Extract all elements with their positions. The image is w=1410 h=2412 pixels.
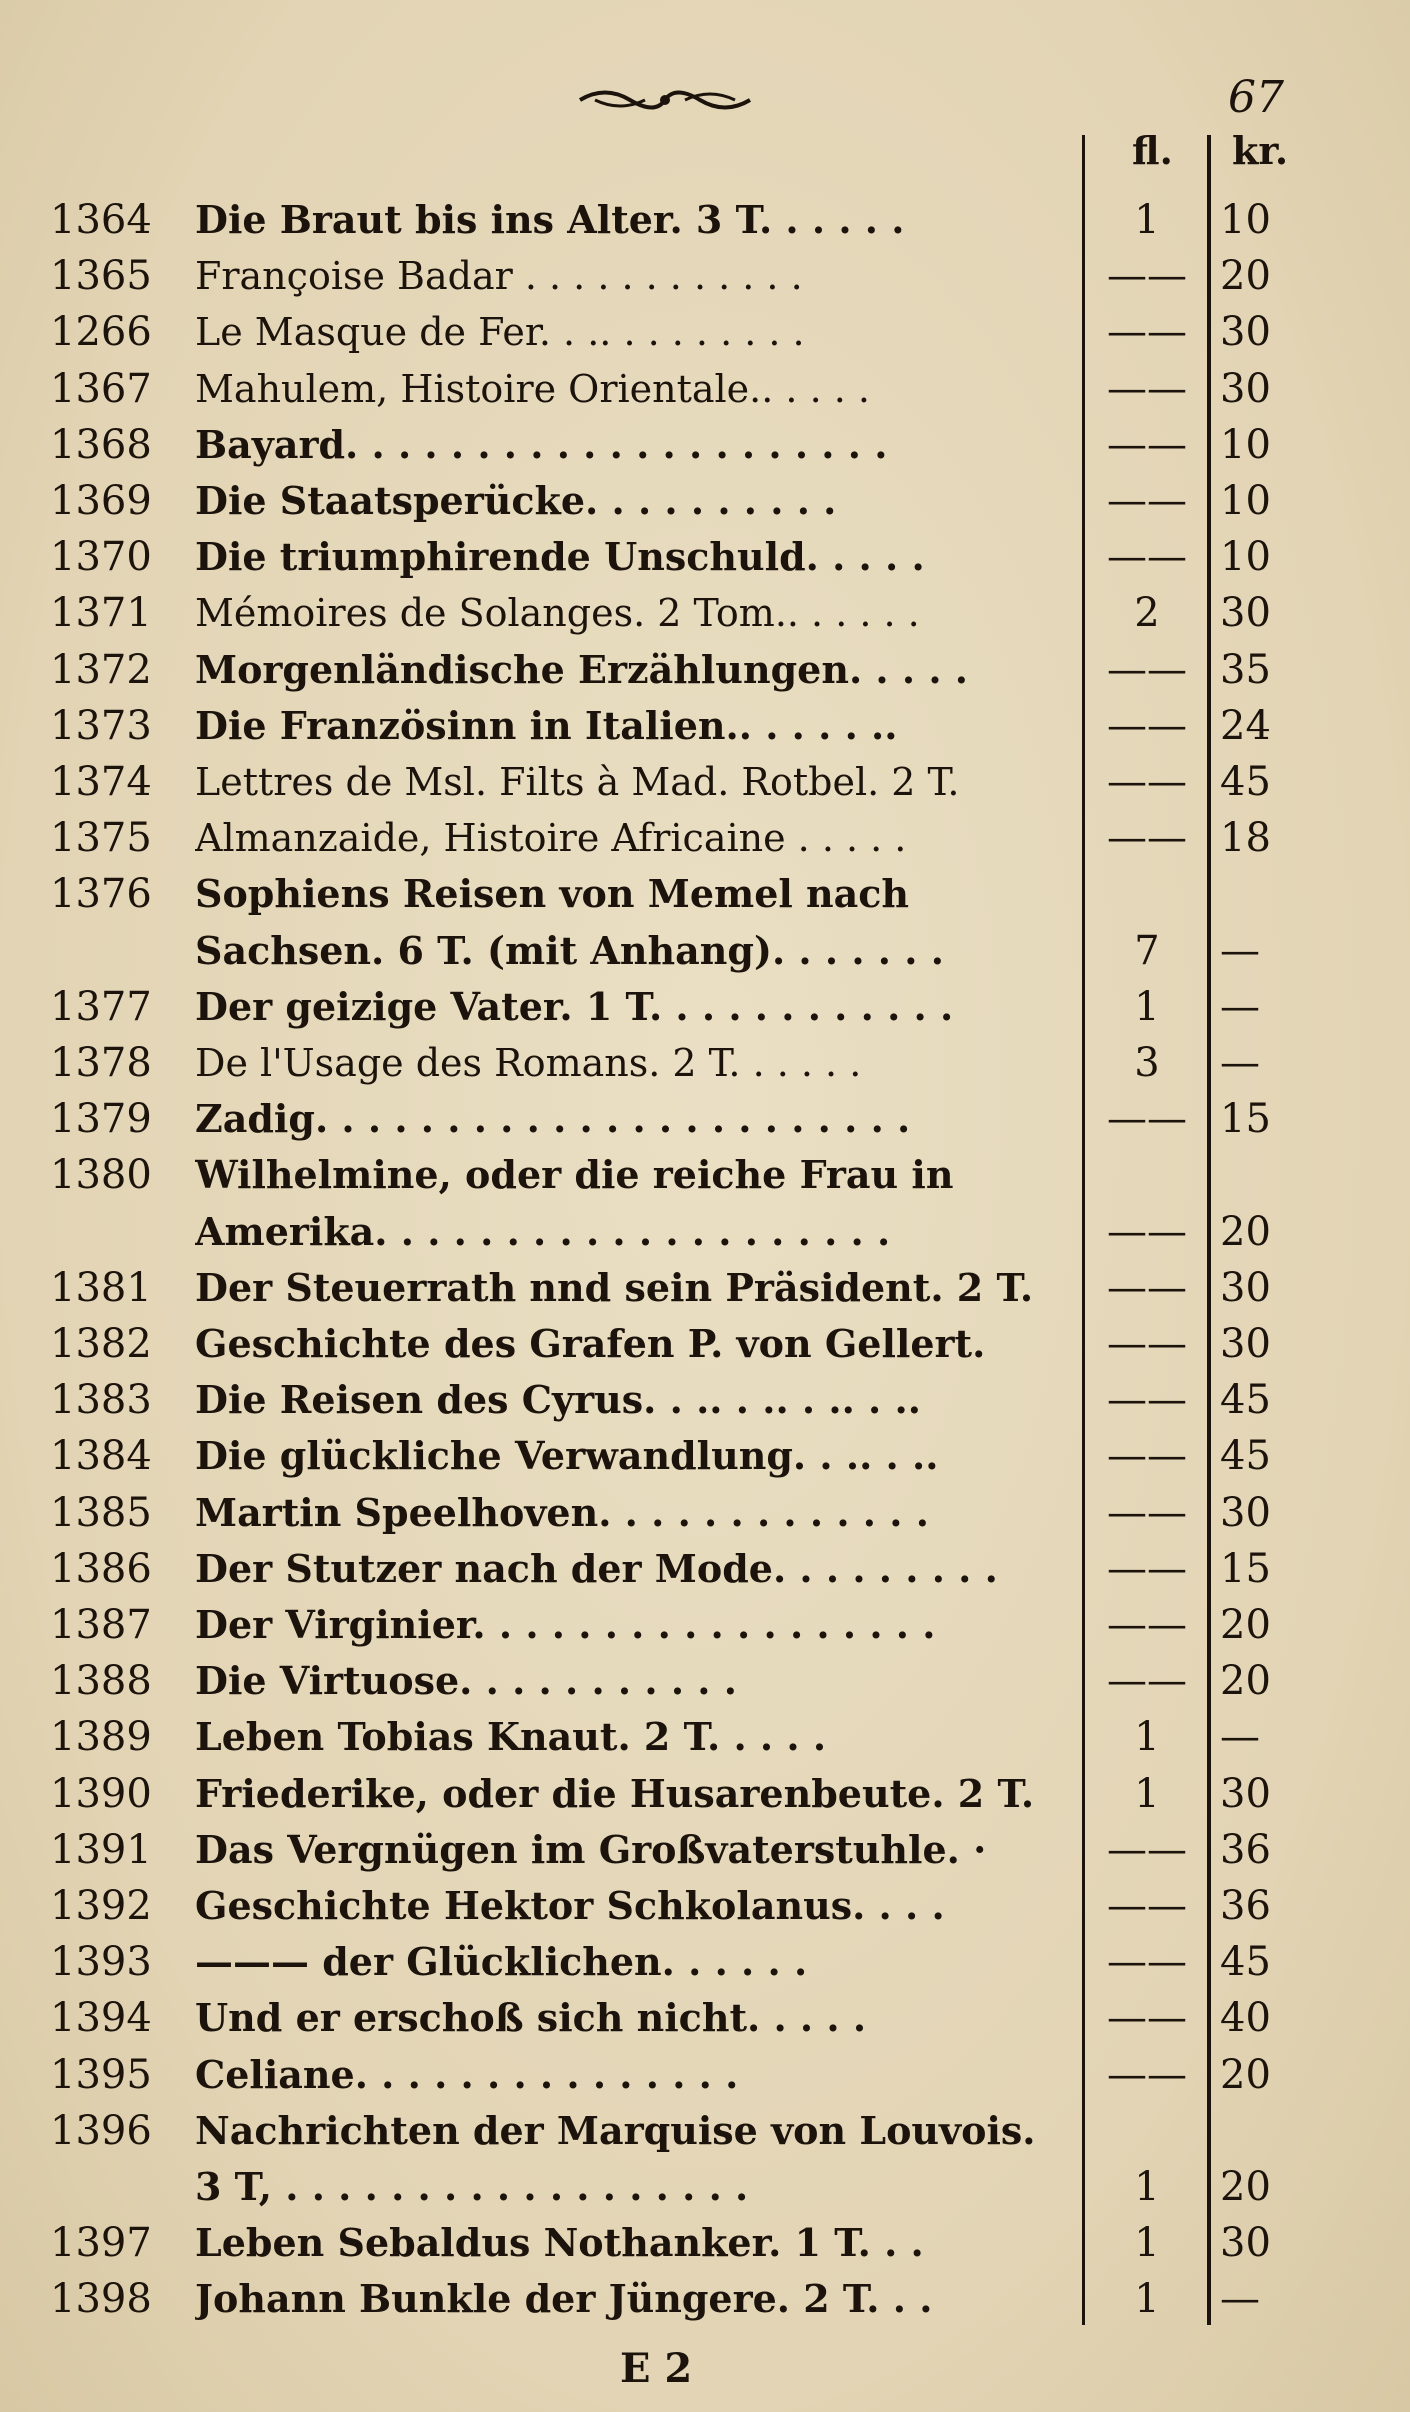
price-fl: —— <box>1107 1096 1187 1143</box>
entry-title: Der geizige Vater. 1 T. . . . . . . . . . . . <box>195 983 954 1029</box>
price-kr: 20 <box>1220 1658 1271 1705</box>
list-item <box>0 1204 1410 1260</box>
ornament-icon <box>575 80 755 120</box>
entry-number: 1382 <box>50 1321 152 1367</box>
page-number: 67 <box>1228 72 1284 123</box>
entry-title: Mahulem, Histoire Orientale.. . . . . <box>195 366 870 411</box>
entry-title: Bayard. . . . . . . . . . . . . . . . . . . . . <box>195 421 888 467</box>
printer-signature: E 2 <box>620 2345 693 2392</box>
entry-title: Lettres de Msl. Filts à Mad. Rotbel. 2 T. <box>195 760 960 804</box>
entry-title: Leben Sebaldus Nothanker. 1 T. . . <box>195 2220 924 2266</box>
price-fl: —— <box>1107 1658 1187 1705</box>
entry-title: Der Stutzer nach der Mode. . . . . . . . . <box>195 1545 998 1591</box>
list-item <box>0 585 1410 641</box>
price-kr: 45 <box>1220 759 1271 805</box>
list-item <box>0 1878 1410 1934</box>
price-kr: 40 <box>1220 1995 1271 2042</box>
entry-number: 1372 <box>50 646 152 693</box>
entry-number: 1393 <box>50 1939 152 1986</box>
entry-number: 1383 <box>50 1377 152 1424</box>
price-kr: 10 <box>1220 197 1271 243</box>
entry-number: 1365 <box>50 253 152 300</box>
price-fl: —— <box>1107 2051 1187 2098</box>
price-fl: 3 <box>1134 1040 1160 1086</box>
price-kr: 36 <box>1220 1883 1271 1929</box>
list-item <box>0 1316 1410 1372</box>
entry-title: Die Französinn in Italien.. . . . . .. <box>195 702 898 748</box>
price-fl: —— <box>1107 534 1187 581</box>
entry-number: 1396 <box>50 2107 152 2154</box>
list-item <box>0 2215 1410 2271</box>
entry-title: Johann Bunkle der Jüngere. 2 T. . . <box>195 2276 933 2322</box>
list-item <box>0 1260 1410 1316</box>
list-item <box>0 529 1410 585</box>
entry-number: 1394 <box>50 1995 152 2042</box>
entry-title: Celiane. . . . . . . . . . . . . . . <box>195 2051 739 2097</box>
list-item <box>0 248 1410 304</box>
price-kr: 15 <box>1220 1545 1271 1592</box>
entry-number: 1266 <box>50 309 152 356</box>
list-item <box>0 304 1410 360</box>
list-item <box>0 1934 1410 1990</box>
list-item <box>0 1709 1410 1765</box>
price-fl: —— <box>1107 1321 1187 1367</box>
entry-title: Die glückliche Verwandlung. . .. . .. <box>195 1433 939 1479</box>
entry-title: Das Vergnügen im Großvaterstuhle. · <box>195 1826 987 1872</box>
entry-number: 1397 <box>50 2220 152 2267</box>
entry-number: 1384 <box>50 1433 152 1480</box>
list-item <box>0 1597 1410 1653</box>
entry-number: 1375 <box>50 815 152 862</box>
price-fl: —— <box>1107 759 1187 805</box>
price-fl: 1 <box>1134 2220 1160 2267</box>
list-item <box>0 1372 1410 1428</box>
entry-title: Amerika. . . . . . . . . . . . . . . . . . . . <box>195 1208 891 1254</box>
entry-number: 1369 <box>50 478 152 524</box>
price-fl: —— <box>1107 365 1187 412</box>
price-kr: 45 <box>1220 1377 1271 1424</box>
price-fl: —— <box>1107 309 1187 356</box>
list-item <box>0 698 1410 754</box>
price-kr: 30 <box>1220 590 1271 637</box>
entry-title: Leben Tobias Knaut. 2 T. . . . . <box>195 1714 827 1760</box>
list-item <box>0 2271 1410 2327</box>
price-fl: —— <box>1107 1433 1187 1480</box>
price-kr: — <box>1220 1040 1260 1086</box>
entry-title: Die Staatsperücke. . . . . . . . . . <box>195 478 837 523</box>
price-kr: 36 <box>1220 1826 1271 1873</box>
entry-title: Geschichte des Grafen P. von Gellert. <box>195 1321 986 1366</box>
list-item <box>0 192 1410 248</box>
price-kr: 35 <box>1220 646 1271 693</box>
entry-title: Nachrichten der Marquise von Louvois. <box>195 2107 1036 2153</box>
entry-number: 1371 <box>50 590 152 637</box>
price-kr: 10 <box>1220 534 1271 581</box>
entry-title: Almanzaide, Histoire Africaine . . . . . <box>195 816 907 861</box>
price-kr: 30 <box>1220 1321 1271 1367</box>
entry-title: Der Steuerrath nnd sein Präsident. 2 T. <box>195 1264 1034 1310</box>
price-kr: 20 <box>1220 253 1271 300</box>
price-fl: —— <box>1107 1545 1187 1592</box>
list-item <box>0 1822 1410 1878</box>
entry-title: Geschichte Hektor Schkolanus. . . . <box>195 1883 945 1928</box>
entry-title: De l'Usage des Romans. 2 T. . . . . . <box>195 1041 862 1085</box>
price-fl: 1 <box>1134 2276 1160 2323</box>
list-item <box>0 866 1410 922</box>
entry-number: 1370 <box>50 534 152 581</box>
entry-number: 1379 <box>50 1096 152 1143</box>
list-item <box>0 1091 1410 1147</box>
price-kr: 30 <box>1220 1264 1271 1311</box>
entry-number: 1381 <box>50 1264 152 1311</box>
entry-number: 1395 <box>50 2051 152 2098</box>
price-fl: —— <box>1107 1489 1187 1536</box>
list-item <box>0 2159 1410 2215</box>
price-kr: 15 <box>1220 1096 1271 1143</box>
price-fl: —— <box>1107 646 1187 693</box>
price-kr: 20 <box>1220 2164 1271 2210</box>
entry-number: 1364 <box>50 197 152 243</box>
price-kr: 10 <box>1220 478 1271 524</box>
list-item <box>0 1147 1410 1203</box>
price-kr: 20 <box>1220 1602 1271 1648</box>
price-kr: 20 <box>1220 2051 1271 2098</box>
price-fl: 1 <box>1134 983 1160 1030</box>
price-fl: —— <box>1107 1208 1187 1255</box>
list-item <box>0 1485 1410 1541</box>
list-item <box>0 1541 1410 1597</box>
entry-title: Und er erschoß sich nicht. . . . . <box>195 1995 867 2041</box>
entry-number: 1380 <box>50 1152 152 1199</box>
entry-title: Friederike, oder die Husarenbeute. 2 T. <box>195 1770 1035 1816</box>
price-fl: —— <box>1107 815 1187 862</box>
price-fl: —— <box>1107 1377 1187 1424</box>
price-fl: —— <box>1107 253 1187 300</box>
entry-title: Die Virtuose. . . . . . . . . . . <box>195 1658 737 1704</box>
price-kr: 20 <box>1220 1208 1271 1255</box>
entry-number: 1388 <box>50 1658 152 1705</box>
price-fl: —— <box>1107 702 1187 749</box>
list-item <box>0 361 1410 417</box>
entry-title: Morgenländische Erzählungen. . . . . <box>195 646 969 692</box>
price-kr: 30 <box>1220 365 1271 412</box>
price-fl: —— <box>1107 1264 1187 1311</box>
entry-title: Der Virginier. . . . . . . . . . . . . . . . . . <box>195 1602 936 1647</box>
entry-number: 1398 <box>50 2276 152 2323</box>
entry-title: Zadig. . . . . . . . . . . . . . . . . . . . . . . <box>195 1096 911 1142</box>
price-kr: 30 <box>1220 2220 1271 2267</box>
list-item <box>0 417 1410 473</box>
entry-number: 1376 <box>50 871 152 918</box>
entry-title: Wilhelmine, oder die reiche Frau in <box>195 1152 954 1198</box>
entry-title: Sachsen. 6 T. (mit Anhang). . . . . . . <box>195 927 944 973</box>
entry-number: 1378 <box>50 1040 152 1086</box>
price-kr: 30 <box>1220 1489 1271 1536</box>
entry-title: Le Masque de Fer. . .. . . . . . . . . <box>195 310 805 355</box>
list-item <box>0 642 1410 698</box>
entry-title: Die triumphirende Unschuld. . . . . <box>195 534 925 580</box>
entry-title: 3 T, . . . . . . . . . . . . . . . . . . <box>195 2164 749 2209</box>
price-fl: 1 <box>1134 197 1160 243</box>
column-header-fl: fl. <box>1132 128 1173 173</box>
list-item <box>0 1990 1410 2046</box>
price-fl: —— <box>1107 1826 1187 1873</box>
price-kr: 30 <box>1220 309 1271 356</box>
list-item <box>0 473 1410 529</box>
price-fl: 1 <box>1134 1714 1160 1761</box>
entry-number: 1385 <box>50 1489 152 1536</box>
column-header-kr: kr. <box>1232 128 1289 173</box>
price-fl: 2 <box>1134 590 1160 637</box>
price-kr: 10 <box>1220 421 1271 468</box>
price-kr: 45 <box>1220 1939 1271 1986</box>
list-item <box>0 2047 1410 2103</box>
price-kr: — <box>1220 983 1260 1030</box>
entry-title: Martin Speelhoven. . . . . . . . . . . . . <box>195 1489 929 1535</box>
price-fl: 7 <box>1134 927 1160 974</box>
price-fl: —— <box>1107 478 1187 524</box>
entry-number: 1390 <box>50 1770 152 1817</box>
price-kr: — <box>1220 927 1260 974</box>
list-item <box>0 1428 1410 1484</box>
price-kr: — <box>1220 2276 1260 2323</box>
entry-number: 1377 <box>50 983 152 1030</box>
price-fl: —— <box>1107 421 1187 468</box>
list-item <box>0 2103 1410 2159</box>
entry-number: 1391 <box>50 1826 152 1873</box>
list-item <box>0 1653 1410 1709</box>
price-fl: —— <box>1107 1995 1187 2042</box>
entry-number: 1374 <box>50 759 152 805</box>
price-fl: —— <box>1107 1602 1187 1648</box>
price-kr: 18 <box>1220 815 1271 862</box>
entry-number: 1389 <box>50 1714 152 1761</box>
price-fl: —— <box>1107 1883 1187 1929</box>
price-fl: 1 <box>1134 2164 1160 2210</box>
entry-number: 1373 <box>50 702 152 749</box>
price-kr: 24 <box>1220 702 1271 749</box>
list-item <box>0 1766 1410 1822</box>
entry-number: 1387 <box>50 1602 152 1648</box>
price-fl: 1 <box>1134 1770 1160 1817</box>
entry-number: 1392 <box>50 1883 152 1929</box>
entry-title: Sophiens Reisen von Memel nach <box>195 871 910 917</box>
list-item <box>0 923 1410 979</box>
list-item <box>0 754 1410 810</box>
list-item <box>0 810 1410 866</box>
price-kr: 30 <box>1220 1770 1271 1817</box>
list-item <box>0 979 1410 1035</box>
list-item <box>0 1035 1410 1091</box>
entry-title: Françoise Badar . . . . . . . . . . . . <box>195 254 803 299</box>
entry-number: 1367 <box>50 365 152 412</box>
entry-title: Die Reisen des Cyrus. . .. . .. . .. . .. <box>195 1377 921 1423</box>
price-kr: 45 <box>1220 1433 1271 1480</box>
price-fl: —— <box>1107 1939 1187 1986</box>
entry-title: Mémoires de Solanges. 2 Tom.. . . . . . <box>195 591 920 636</box>
entry-title: Die Braut bis ins Alter. 3 T. . . . . . <box>195 197 905 242</box>
entry-number: 1386 <box>50 1545 152 1592</box>
entry-number: 1368 <box>50 421 152 468</box>
price-kr: — <box>1220 1714 1260 1761</box>
entry-title: ——— der Glücklichen. . . . . . <box>195 1939 808 1985</box>
